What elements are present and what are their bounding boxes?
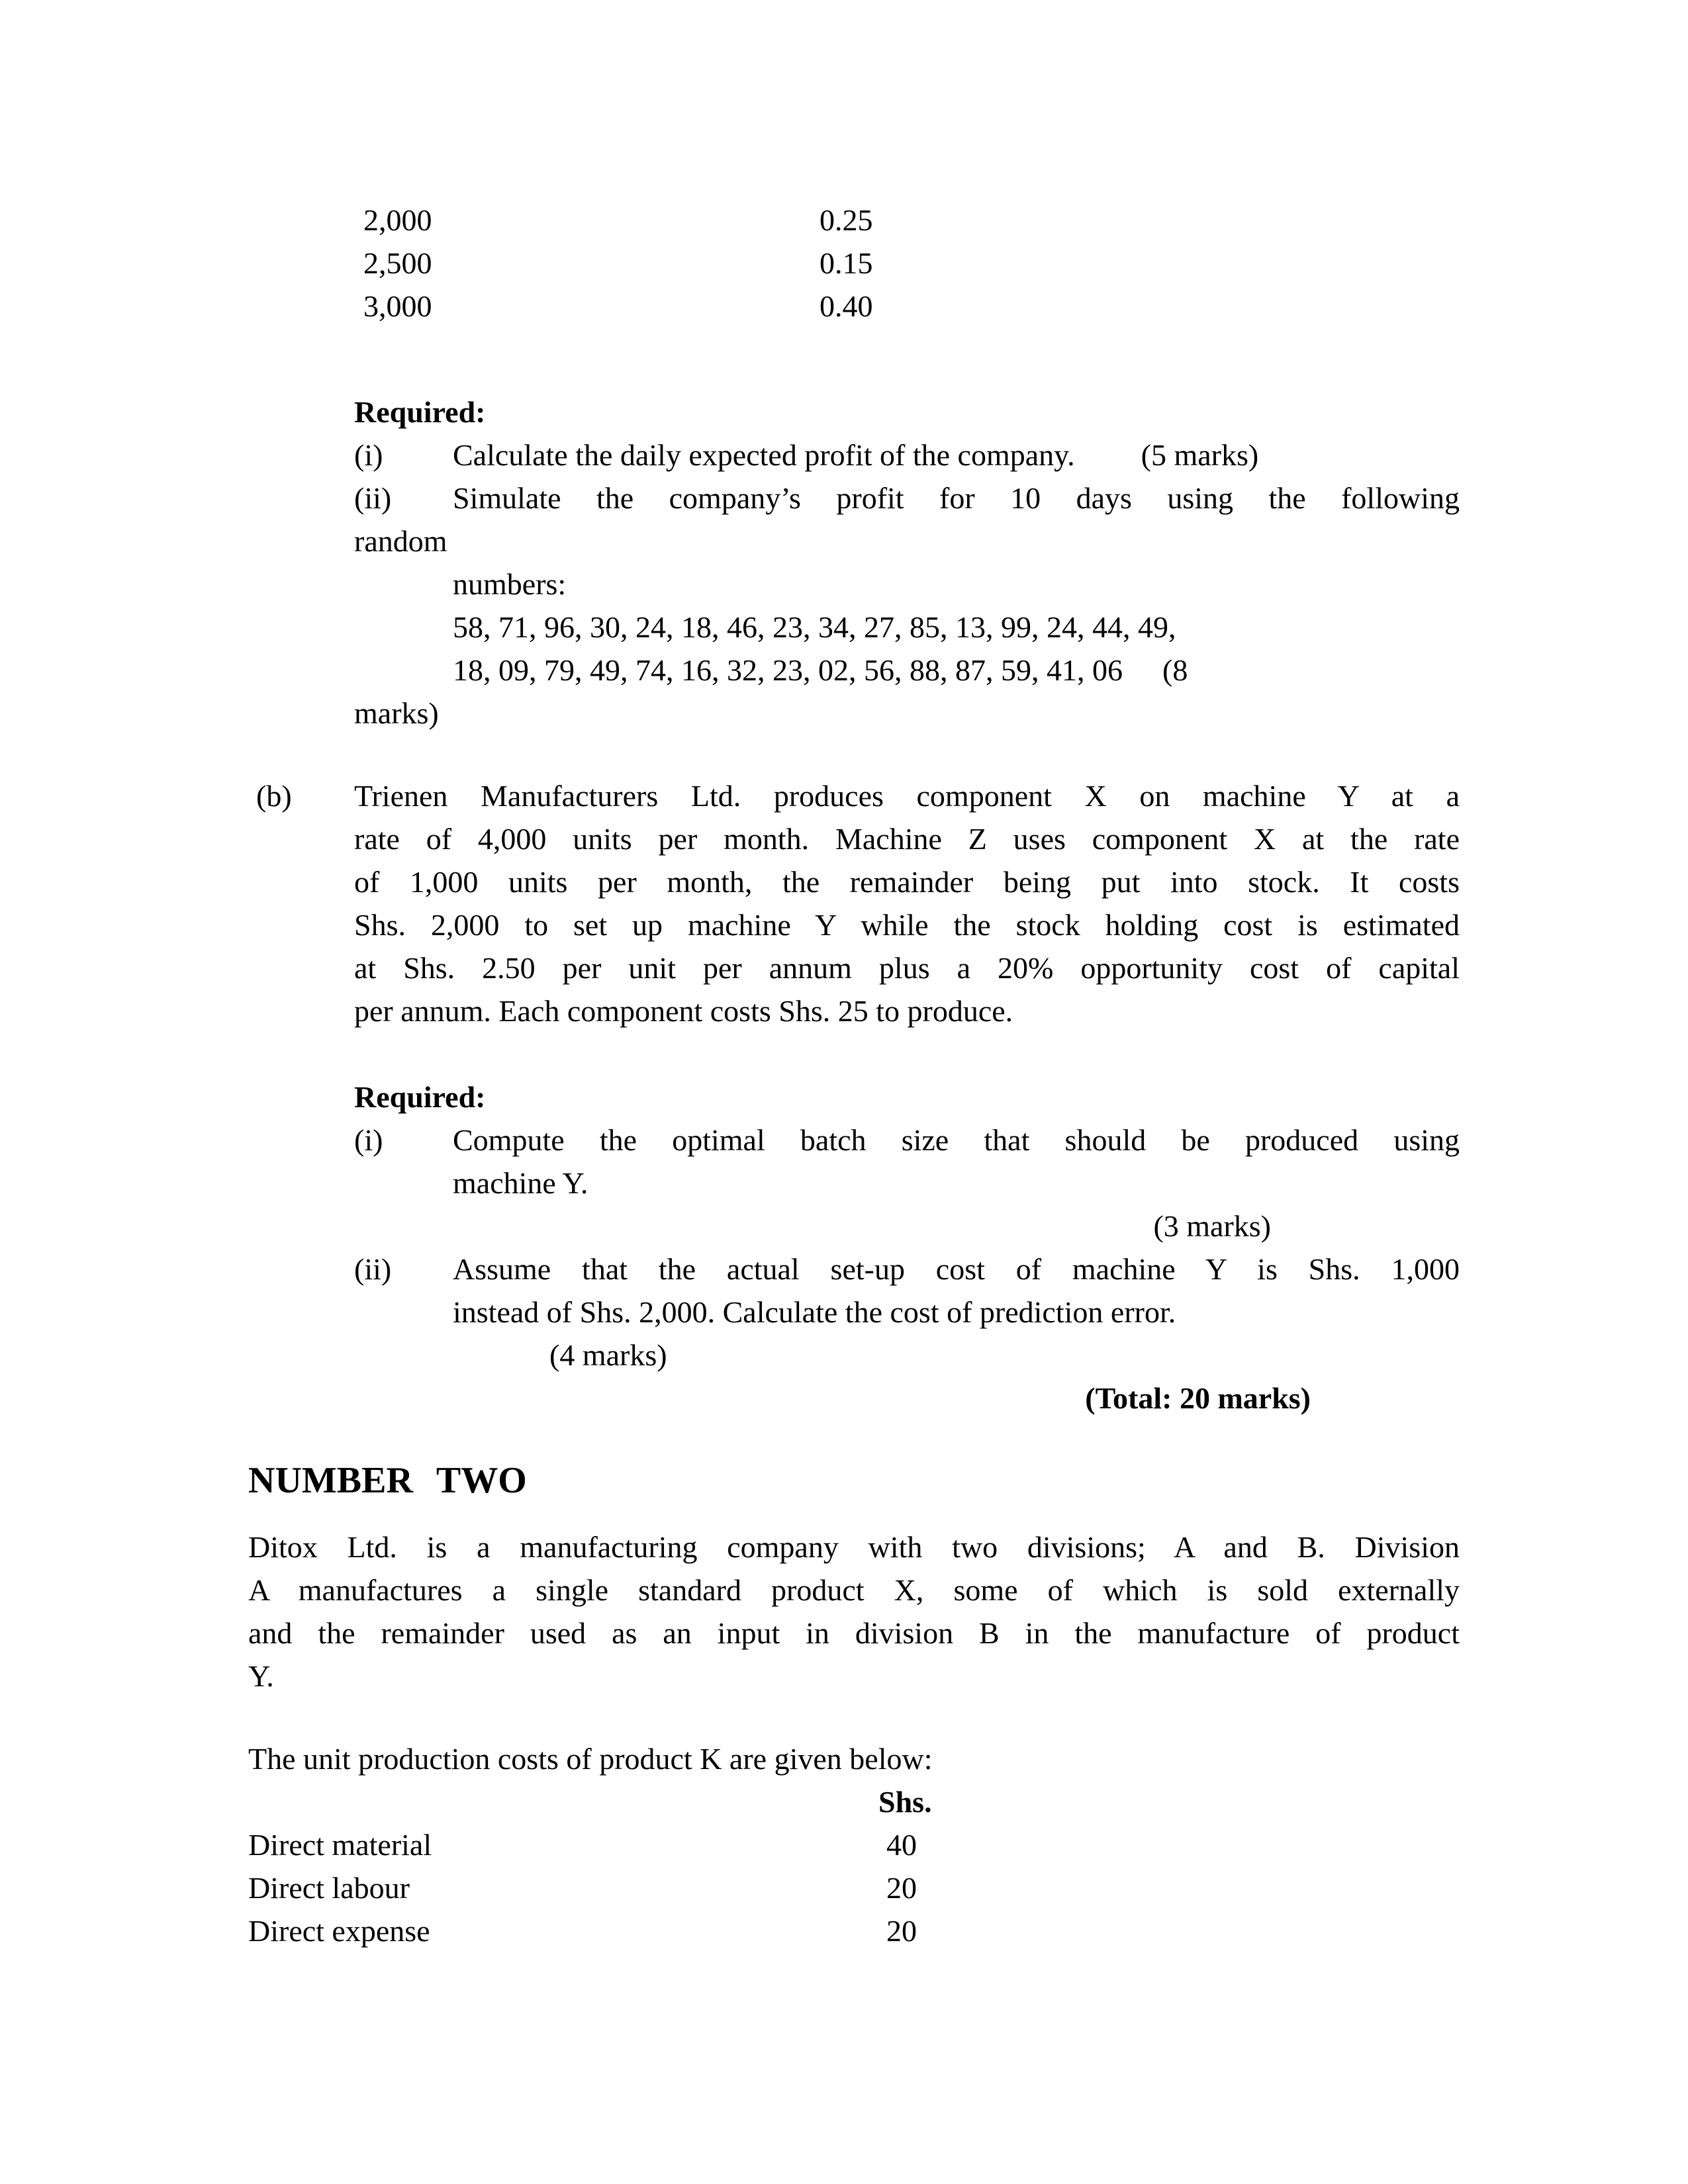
item-label: (i) — [354, 1123, 383, 1157]
random-numbers-line-2 — [453, 649, 1460, 692]
question-two-heading: NUMBER TWO — [248, 1460, 527, 1501]
quantity-cell: 2,000 — [363, 203, 432, 237]
cost-value: 20 — [886, 1871, 917, 1905]
item-label: (ii) — [354, 1252, 392, 1286]
costs-intro-text: The unit production costs of product K are given below: — [248, 1742, 933, 1776]
paragraph-line: Shs. 2,000 to set up machine Y while the stock holding cost is estimated — [354, 908, 1460, 942]
probability-table — [363, 199, 1460, 328]
cost-value: 40 — [886, 1828, 917, 1862]
item-text-continuation: random — [354, 524, 447, 558]
cost-row — [248, 1909, 1460, 1952]
paragraph-line: at Shs. 2.50 per unit per annum plus a 20% opportunity cost of capital — [354, 951, 1460, 985]
paragraph-line: A manufactures a single standard product X, some of which is sold externally — [248, 1573, 1460, 1607]
section-b — [248, 774, 1460, 1032]
item-text — [453, 1118, 1460, 1205]
paragraph-line: rate of 4,000 units per month. Machine Z uses component X at the rate — [354, 822, 1460, 856]
item-label: (i) — [354, 438, 383, 472]
total-marks-note: (Total: 20 marks) — [1085, 1381, 1311, 1415]
required-heading: Required: — [354, 395, 486, 429]
marks-note-close: marks) — [354, 696, 439, 730]
paragraph-line: Y. — [248, 1659, 274, 1693]
cost-value: 20 — [886, 1914, 917, 1948]
currency-column-header: Shs. — [878, 1785, 932, 1819]
requirement-item-ii — [354, 477, 1460, 520]
quantity-cell: 3,000 — [363, 289, 432, 323]
marks-note: (4 marks) — [549, 1338, 667, 1372]
section-b-paragraph — [354, 774, 1460, 1032]
item-text-line: Assume that the actual set-up cost of machine Y is Shs. 1,000 — [453, 1252, 1460, 1286]
numbers-label: numbers: — [453, 567, 567, 601]
item-text — [453, 1248, 1460, 1334]
marks-note: (5 marks) — [1141, 438, 1259, 472]
required-heading: Required: — [354, 1080, 486, 1114]
item-text-content: Calculate the daily expected profit of the company. — [453, 438, 1075, 472]
paragraph-line: Ditox Ltd. is a manufacturing company with two divisions; A and B. Division — [248, 1530, 1460, 1564]
requirement-item-i — [354, 1118, 1460, 1205]
probability-cell: 0.40 — [820, 289, 873, 323]
cost-label: Direct expense — [248, 1914, 430, 1948]
table-row — [363, 199, 1460, 242]
section-b-required — [354, 1075, 1460, 1420]
requirement-item-i — [354, 433, 1460, 477]
cost-label: Direct labour — [248, 1871, 410, 1905]
item-label: (ii) — [354, 481, 392, 515]
marks-note-open: (8 — [1162, 653, 1188, 687]
table-row — [363, 285, 1460, 328]
table-row — [363, 242, 1460, 285]
item-text-line: instead of Shs. 2,000. Calculate the cost of prediction error. — [453, 1295, 1176, 1329]
paragraph-line: per annum. Each component costs Shs. 25 to produce. — [354, 994, 1013, 1028]
item-text — [453, 433, 1460, 477]
section-a-required — [354, 390, 1460, 735]
marks-note: (3 marks) — [1153, 1209, 1271, 1243]
paragraph-line: and the remainder used as an input in division B in the manufacture of product — [248, 1616, 1460, 1650]
random-numbers-line-2-content: 18, 09, 79, 49, 74, 16, 32, 23, 02, 56, 88, 87, 59, 41, 06 — [453, 653, 1123, 687]
question-two-intro — [248, 1525, 1460, 1698]
random-numbers-line-1: 58, 71, 96, 30, 24, 18, 46, 23, 34, 27, 85, 13, 99, 24, 44, 49, — [453, 610, 1176, 644]
requirement-item-ii — [354, 1248, 1460, 1334]
probability-cell: 0.15 — [820, 246, 873, 280]
item-text: Simulate the company’s profit for 10 days using the following — [453, 481, 1460, 515]
cost-row — [248, 1823, 1460, 1866]
unit-costs-block — [248, 1737, 1460, 1952]
item-text-line: machine Y. — [453, 1166, 588, 1200]
cost-row — [248, 1866, 1460, 1909]
probability-cell: 0.25 — [820, 203, 873, 237]
paragraph-line: Trienen Manufacturers Ltd. produces component X on machine Y at a — [354, 779, 1460, 813]
section-b-label: (b) — [256, 779, 292, 813]
paragraph-line: of 1,000 units per month, the remainder being put into stock. It costs — [354, 865, 1460, 899]
cost-label: Direct material — [248, 1828, 432, 1862]
item-text-line: Compute the optimal batch size that should be produced using — [453, 1123, 1460, 1157]
quantity-cell: 2,500 — [363, 246, 432, 280]
